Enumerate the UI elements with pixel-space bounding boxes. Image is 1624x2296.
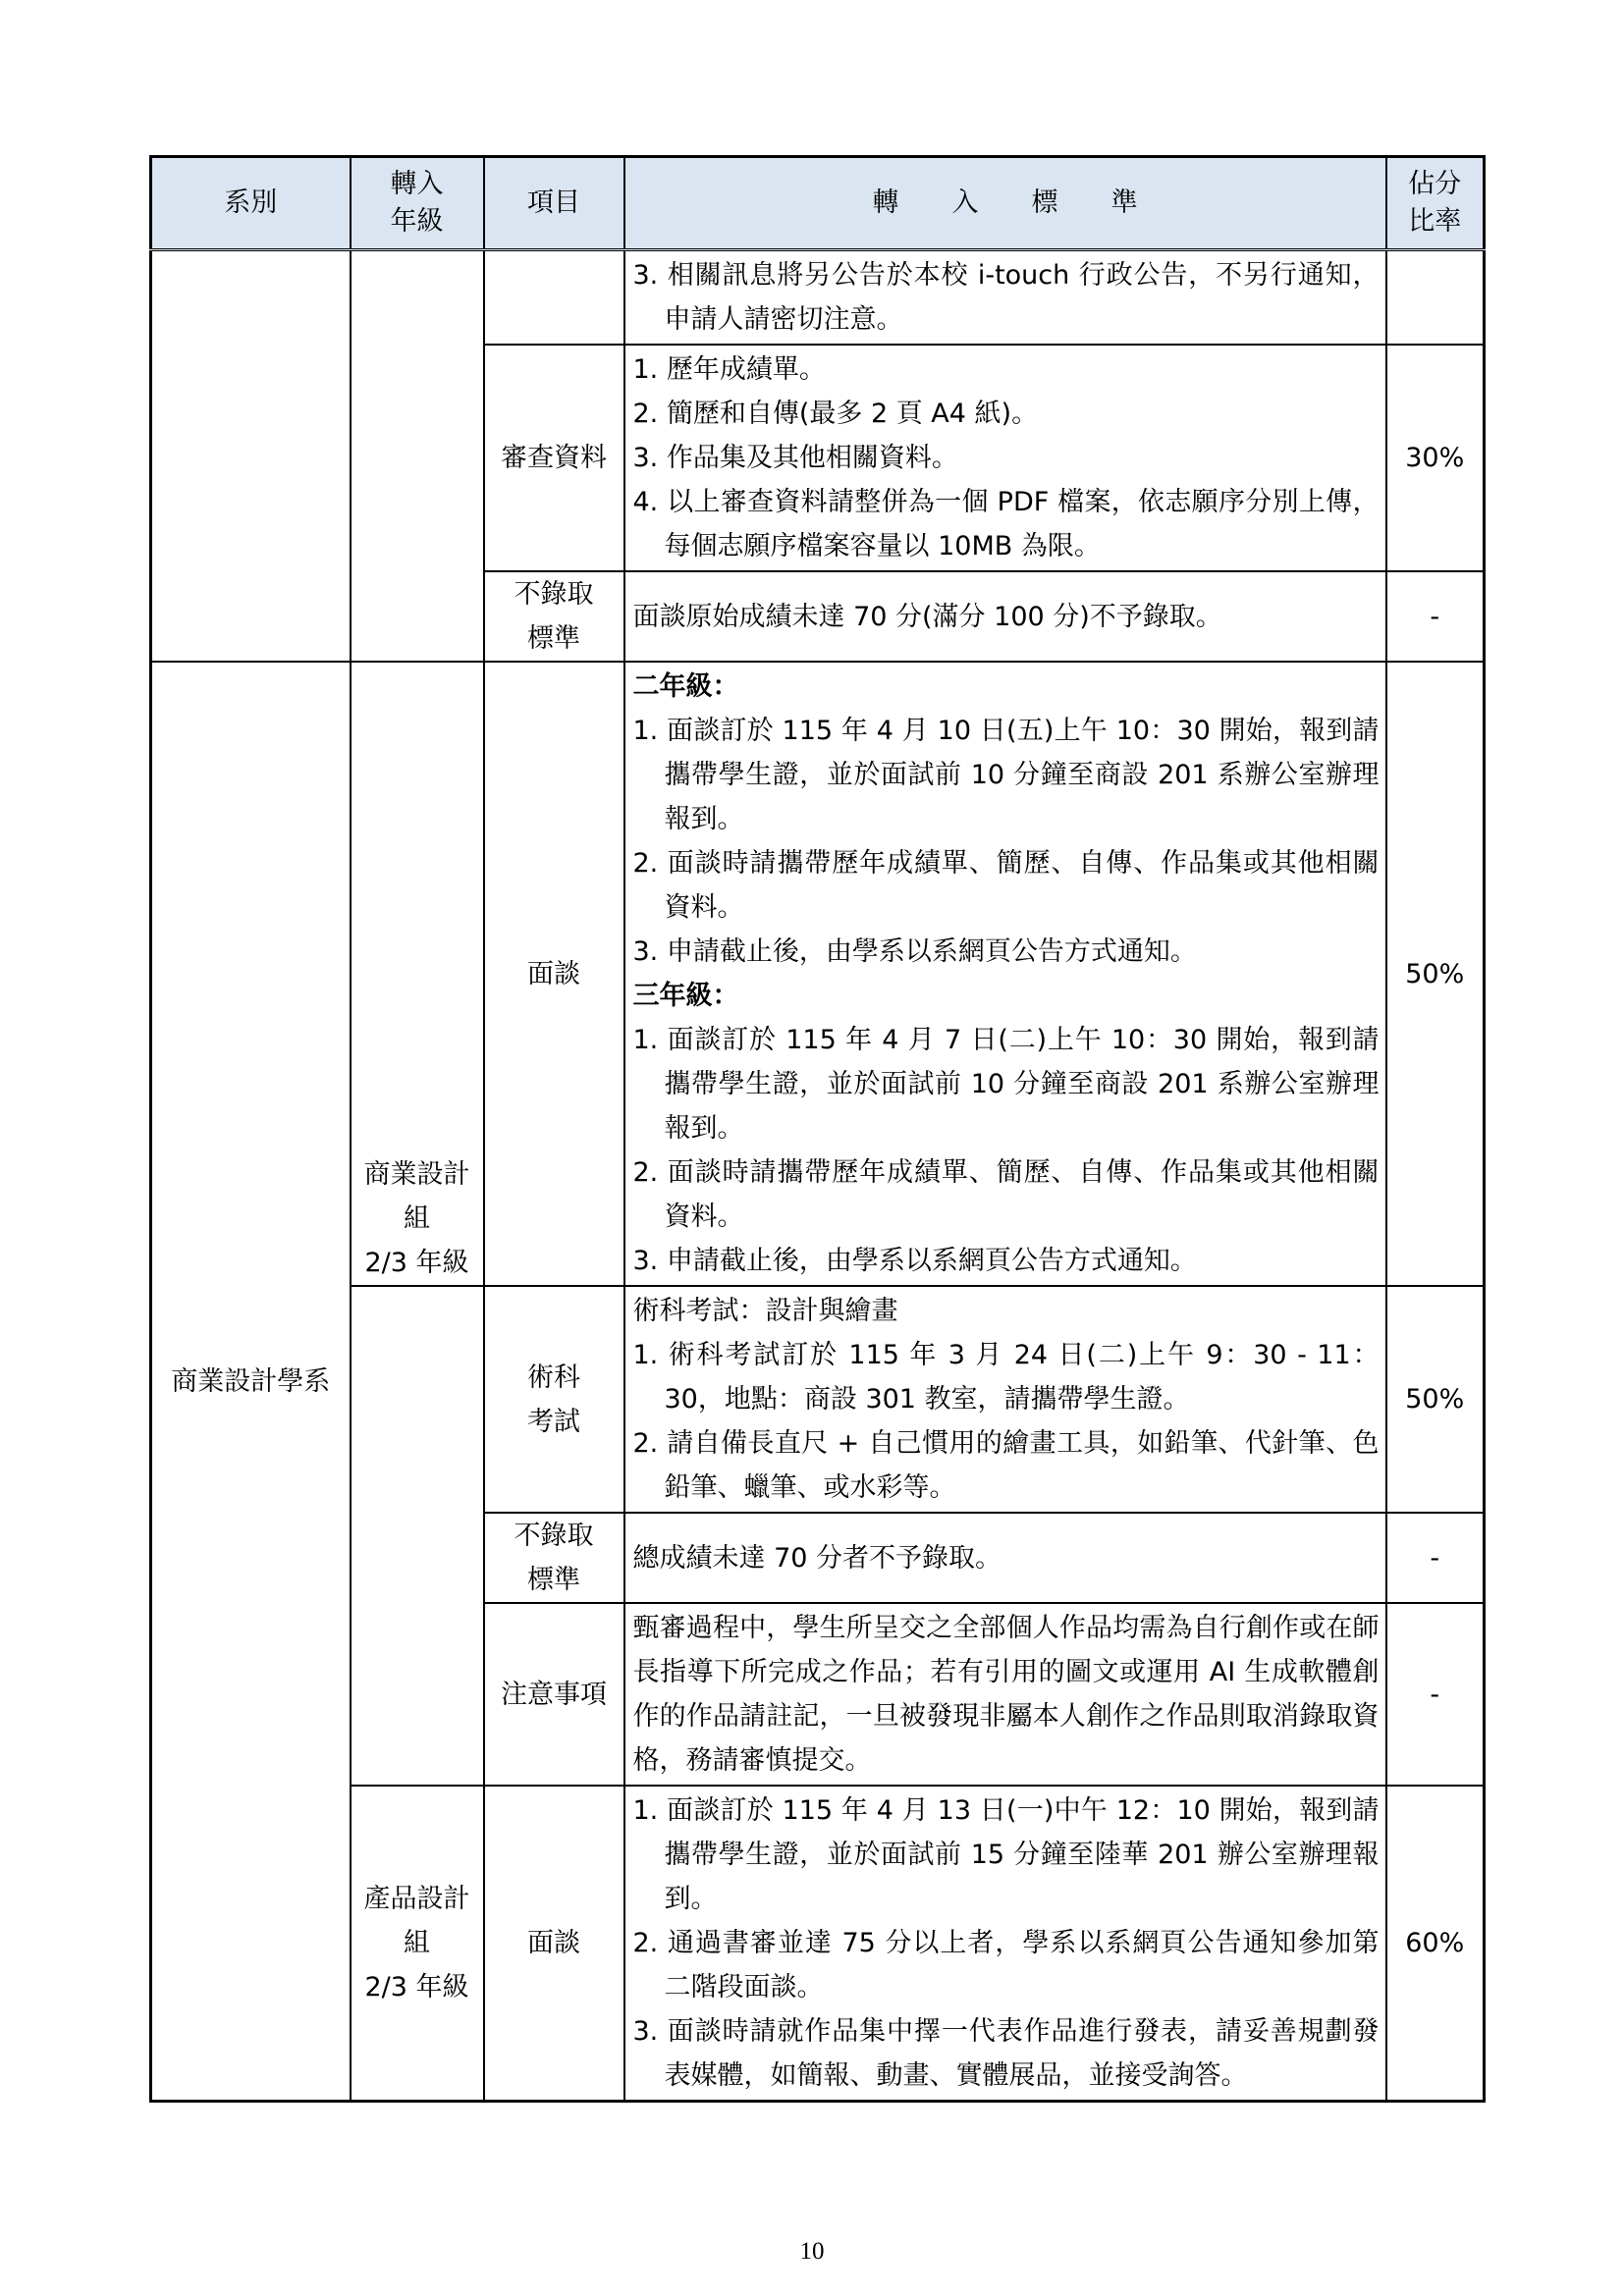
ratio-review: 30% <box>1386 345 1485 571</box>
header-item: 項目 <box>484 157 624 250</box>
header-criteria: 轉 入 標 準 <box>624 157 1386 250</box>
criteria-review-materials: 1. 歷年成績單。 2. 簡歷和自傳(最多 2 頁 A4 紙)。 3. 作品集及其他相關資料。 4. 以上審查資料請整併為一個 PDF 檔案，依志願序分別上傳，每個志願序檔案容量以 10MB 為限。 <box>624 345 1386 571</box>
department-cell-continued <box>151 250 351 663</box>
grade-product: 產品設計 組 2/3 年級 <box>351 1786 484 2102</box>
item-interview: 面談 <box>484 662 624 1286</box>
table-row <box>151 250 1485 346</box>
ratio-skill-test: 50% <box>1386 1286 1485 1513</box>
table-row <box>151 1286 1485 1513</box>
header-ratio: 佔分 比率 <box>1386 157 1485 250</box>
item-cell-continued <box>484 250 624 346</box>
grade-cell-continued <box>351 250 484 663</box>
item-notes: 注意事項 <box>484 1603 624 1786</box>
criteria-interview-commercial: 二年級： 1. 面談訂於 115 年 4 月 10 日(五)上午 10：30 開始，報到請攜帶學生證，並於面試前 10 分鐘至商設 201 系辦公室辦理報到。 2. 面談時請攜帶歷年成績單、簡歷、自傳、作品集或其他相關資料。 3. 申請截止後，由學系以系網頁公告方式通知。 三年級： 1. 面談訂於 115 年 4 月 7 日(二)上午 10：30 開始，報到請攜帶學生證，並於面試前 10 分鐘至商設 201 系辦公室辦理報到。 2. 面談時請攜帶歷年成績單、簡歷、自傳、作品集或其他相關資料。 3. 申請截止後，由學系以系網頁公告方式通知。 <box>624 662 1386 1286</box>
header-grade: 轉入 年級 <box>351 157 484 250</box>
admission-criteria-table <box>149 155 1486 2103</box>
grade-commercial-cont <box>351 1286 484 1786</box>
criteria-skill-test: 術科考試：設計與繪畫 1. 術科考試訂於 115 年 3 月 24 日(二)上午 9：30 - 11：30，地點：商設 301 教室，請攜帶學生證。 2. 請自備長直尺 + 自己慣用的繪畫工具，如鉛筆、代針筆、色鉛筆、蠟筆、或水彩等。 <box>624 1286 1386 1513</box>
header-department: 系別 <box>151 157 351 250</box>
criteria-interview-product: 1. 面談訂於 115 年 4 月 13 日(一)中午 12：10 開始，報到請攜帶學生證，並於面試前 15 分鐘至陸華 201 辦公室辦理報到。 2. 通過書審並達 75 分以上者，學系以系網頁公告通知參加第二階段面談。 3. 面談時請就作品集中擇一代表作品進行發表，請妥善規劃發表媒體，如簡報、動畫、實體展品，並接受詢答。 <box>624 1786 1386 2102</box>
item-interview-product: 面談 <box>484 1786 624 2102</box>
table-row <box>151 1786 1485 2102</box>
item-review-materials: 審查資料 <box>484 345 624 571</box>
item-skill-test: 術科 考試 <box>484 1286 624 1513</box>
ratio-interview-product: 60% <box>1386 1786 1485 2102</box>
table-row <box>151 662 1485 1286</box>
department-name: 商業設計學系 <box>151 662 351 2102</box>
ratio-interview-commercial: 50% <box>1386 662 1485 1286</box>
grade-commercial: 商業設計 組 2/3 年級 <box>351 662 484 1286</box>
table-header-row <box>151 157 1485 250</box>
page-number: 10 <box>799 2238 825 2265</box>
item-reject-standard-commercial: 不錄取 標準 <box>484 1513 624 1603</box>
criteria-reject-commercial: 總成績未達 70 分者不予錄取。 <box>624 1513 1386 1603</box>
criteria-reject: 面談原始成績未達 70 分(滿分 100 分)不予錄取。 <box>624 571 1386 662</box>
criteria-notice: 3. 相關訊息將另公告於本校 i-touch 行政公告，不另行通知，申請人請密切注意。 <box>624 250 1386 346</box>
ratio-reject: - <box>1386 571 1485 662</box>
criteria-notes: 甄審過程中，學生所呈交之全部個人作品均需為自行創作或在師長指導下所完成之作品；若有引用的圖文或運用 AI 生成軟體創作的作品請註記，一旦被發現非屬本人創作之作品則取消錄取資格，務請審慎提交。 <box>624 1603 1386 1786</box>
ratio-cell-empty <box>1386 250 1485 346</box>
ratio-reject-commercial: - <box>1386 1513 1485 1603</box>
item-reject-standard: 不錄取 標準 <box>484 571 624 662</box>
ratio-notes: - <box>1386 1603 1485 1786</box>
